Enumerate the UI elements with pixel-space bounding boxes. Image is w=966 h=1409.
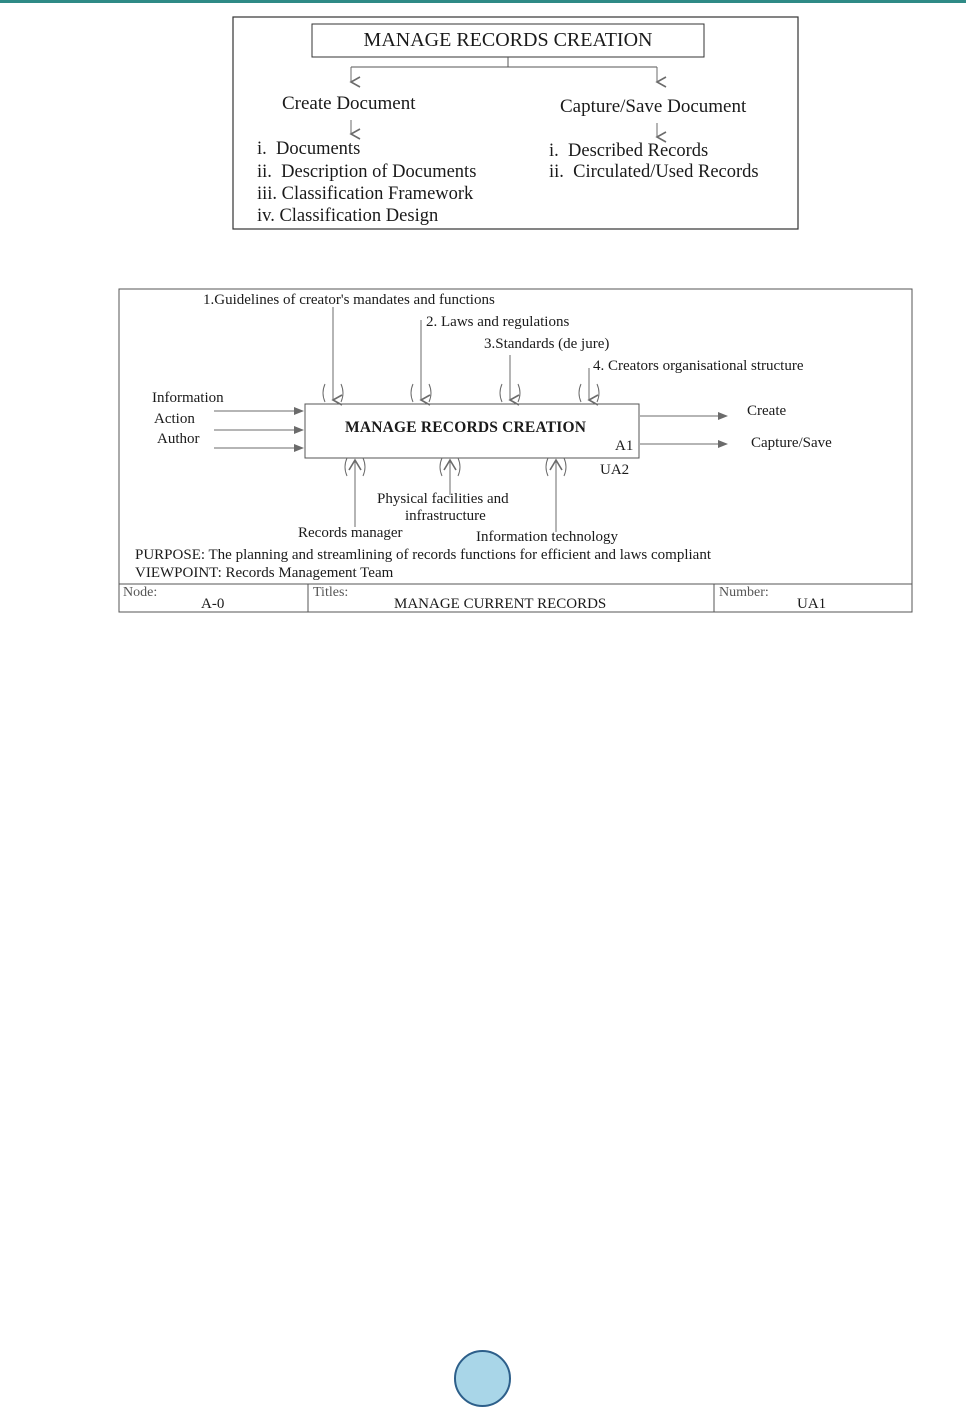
input-action: Action bbox=[154, 411, 195, 427]
function-box-sub: UA2 bbox=[600, 462, 630, 478]
footer-number-value: UA1 bbox=[797, 596, 827, 612]
footer-node-value: A-0 bbox=[201, 596, 225, 612]
output-create: Create bbox=[747, 403, 787, 419]
viewpoint-text: VIEWPOINT: Records Management Team bbox=[135, 565, 394, 581]
diagram1-title: MANAGE RECORDS CREATION bbox=[363, 29, 653, 51]
page-number-circle bbox=[454, 1350, 511, 1407]
control-4: 4. Creators organisational structure bbox=[593, 358, 804, 374]
input-information: Information bbox=[152, 390, 224, 406]
output-capture-save: Capture/Save bbox=[751, 435, 832, 451]
function-box-id: A1 bbox=[615, 438, 634, 454]
capture-document-heading: Capture/Save Document bbox=[560, 96, 747, 117]
footer-node-label: Node: bbox=[123, 585, 158, 600]
footer-titles-label: Titles: bbox=[313, 585, 349, 600]
mechanism-records-manager: Records manager bbox=[298, 525, 403, 541]
control-3: 3.Standards (de jure) bbox=[484, 336, 610, 352]
create-item-4: iv. Classification Design bbox=[257, 206, 439, 226]
mechanism-information-technology: Information technology bbox=[476, 529, 619, 545]
control-2: 2. Laws and regulations bbox=[426, 314, 570, 330]
input-author: Author bbox=[157, 431, 200, 447]
create-document-heading: Create Document bbox=[282, 93, 416, 114]
footer-number-label: Number: bbox=[719, 585, 769, 600]
mechanism-infrastructure: infrastructure bbox=[405, 508, 486, 524]
mechanism-physical-facilities: Physical facilities and bbox=[377, 491, 509, 507]
capture-item-2: ii. Circulated/Used Records bbox=[549, 162, 759, 182]
create-item-1: i. Documents bbox=[257, 139, 361, 159]
purpose-text: PURPOSE: The planning and streamlining of records functions for efficient and laws compliant bbox=[135, 547, 711, 563]
capture-item-1: i. Described Records bbox=[549, 141, 709, 161]
control-1: 1.Guidelines of creator's mandates and functions bbox=[203, 292, 495, 308]
create-item-3: iii. Classification Framework bbox=[257, 184, 474, 204]
create-item-2: ii. Description of Documents bbox=[257, 162, 477, 182]
function-box-title: MANAGE RECORDS CREATION bbox=[345, 419, 587, 436]
footer-titles-value: MANAGE CURRENT RECORDS bbox=[394, 596, 607, 612]
